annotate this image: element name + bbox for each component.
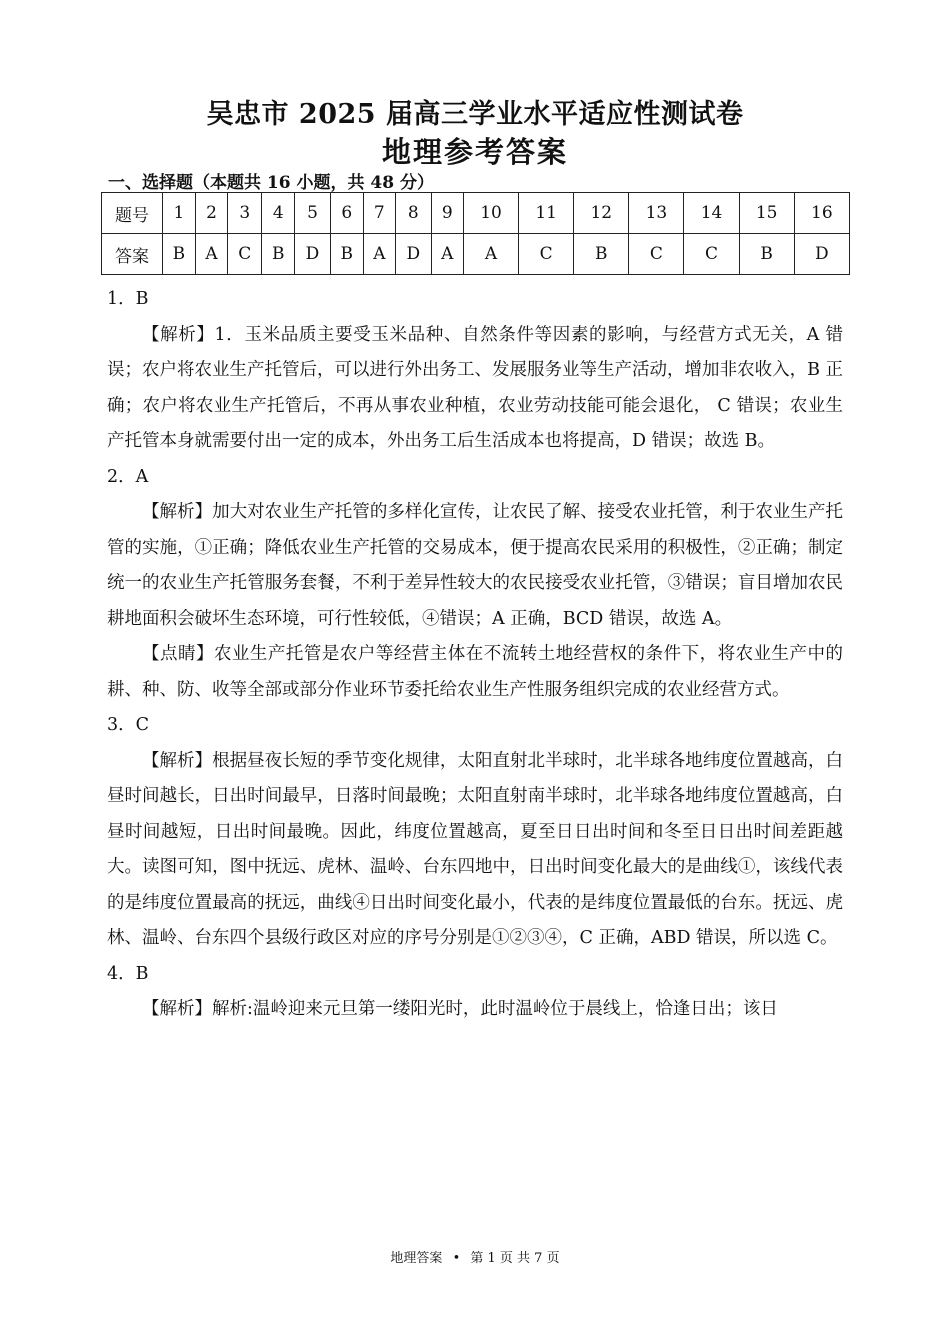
question-label: 1．B (107, 289, 149, 309)
question-number: 6 (330, 193, 363, 234)
question-number: 11 (519, 193, 574, 234)
answer-cell: C (629, 234, 684, 275)
answer-table (101, 192, 850, 275)
footer-subject: 地理答案 (390, 1251, 443, 1266)
question-number: 8 (396, 193, 432, 234)
question-number: 7 (363, 193, 395, 234)
question-item-1 (107, 282, 843, 460)
answer-cell: D (396, 234, 432, 275)
question-item-2 (107, 460, 843, 709)
answer-cell: B (330, 234, 363, 275)
footer-separator: • (452, 1251, 461, 1266)
question-item-4 (107, 957, 843, 1028)
question-number: 15 (739, 193, 794, 234)
question-number: 14 (684, 193, 739, 234)
question-number: 16 (794, 193, 849, 234)
answer-row (102, 234, 850, 275)
explanation-paragraph: 【解析】加大对农业生产托管的多样化宣传，让农民了解、接受农业托管，利于农业生产托管的实施，①正确；降低农业生产托管的交易成本，便于提高农民采用的积极性，②正确；制定统一的农业生产托管服务套餐，不利于差异性较大的农民接受农业托管，③错误；盲目增加农民耕地面积会破坏生态环境，可行性较低，④错误；A 正确，BCD 错误，故选 A。 (107, 502, 843, 629)
question-number: 10 (463, 193, 518, 234)
question-number: 1 (163, 193, 196, 234)
answer-cell: A (431, 234, 463, 275)
footer-page-number: 第 1 页 共 7 页 (470, 1251, 560, 1266)
question-number: 13 (629, 193, 684, 234)
question-number-row (102, 193, 850, 234)
answer-cell: B (739, 234, 794, 275)
question-number: 3 (228, 193, 262, 234)
question-label: 2．A (107, 466, 149, 487)
answer-cell: B (262, 234, 295, 275)
explanation-paragraph: 【解析】解析:温岭迎来元旦第一缕阳光时，此时温岭位于晨线上，恰逢日出；该日 (142, 999, 778, 1019)
question-item-3 (107, 708, 843, 957)
row-label-number: 题号 (102, 193, 163, 234)
answer-cell: B (163, 234, 196, 275)
row-label-answer: 答案 (102, 234, 163, 275)
explanations (107, 282, 843, 1028)
answer-cell: C (519, 234, 574, 275)
section-heading: 一、选择题（本题共 16 小题，共 48 分） (108, 173, 434, 193)
answer-cell: A (195, 234, 227, 275)
question-label: 3．C (107, 715, 150, 735)
answer-cell: C (684, 234, 739, 275)
answer-cell: B (574, 234, 629, 275)
page-footer (0, 1247, 950, 1266)
question-number: 9 (431, 193, 463, 234)
page-title: 吴忠市 2025 届高三学业水平适应性测试卷 (206, 99, 744, 130)
answer-cell: C (228, 234, 262, 275)
answer-cell: A (463, 234, 518, 275)
question-number: 2 (195, 193, 227, 234)
question-label: 4．B (107, 963, 149, 984)
answer-cell: D (295, 234, 331, 275)
explanation-paragraph: 【解析】1．玉米品质主要受玉米品种、自然条件等因素的影响，与经营方式无关，A 错误；农户将农业生产托管后，可以进行外出务工、发展服务业等生产活动，增加非农收入，B 正确；农户将农业生产托管后，不再从事农业种植，农业劳动技能可能会退化， C 错误；农业生产托管本身就需要付出一定的成本，外出务工后生活成本也将提高，D 错误；故选 B。 (107, 324, 843, 451)
question-number: 5 (295, 193, 331, 234)
key-point-paragraph: 【点睛】农业生产托管是农户等经营主体在不流转土地经营权的条件下，将农业生产中的耕、种、防、收等全部或部分作业环节委托给农业生产性服务组织完成的农业经营方式。 (107, 644, 843, 700)
answer-cell: A (363, 234, 395, 275)
explanation-paragraph: 【解析】根据昼夜长短的季节变化规律，太阳直射北半球时，北半球各地纬度位置越高，白昼时间越长，日出时间最早，日落时间最晚；太阳直射南半球时，北半球各地纬度位置越高，白昼时间越短，日出时间最晚。因此，纬度位置越高，夏至日日出时间和冬至日日出时间差距越大。读图可知，图中抚远、虎林、温岭、台东四地中，日出时间变化最大的是曲线①，该线代表的是纬度位置最高的抚远，曲线④日出时间变化最小，代表的是纬度位置最低的台东。抚远、虎林、温岭、台东四个县级行政区对应的序号分别是①②③④，C 正确，ABD 错误，所以选 C。 (107, 750, 843, 948)
question-number: 12 (574, 193, 629, 234)
question-number: 4 (262, 193, 295, 234)
answer-cell: D (794, 234, 849, 275)
page-subtitle: 地理参考答案 (381, 135, 568, 169)
